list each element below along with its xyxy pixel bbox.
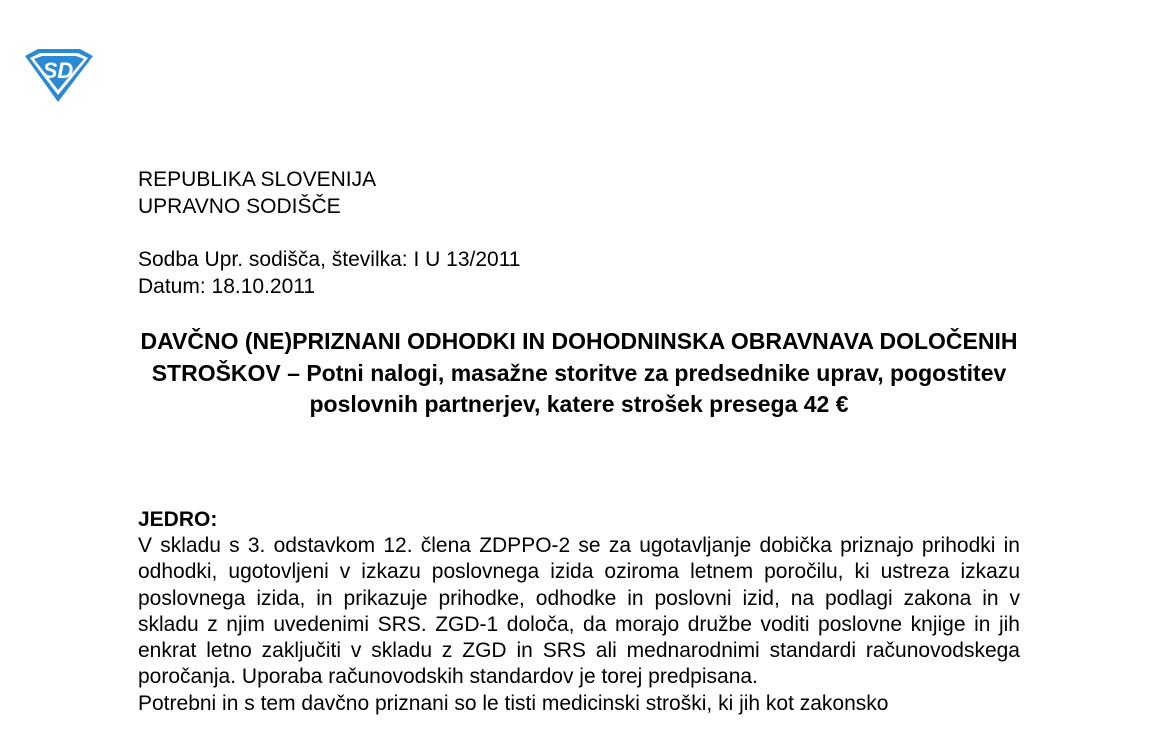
- case-date: Datum: 18.10.2011: [138, 275, 316, 298]
- jedro-paragraph-1: V skladu s 3. odstavkom 12. člena ZDPPO-2 se za ugotavljanje dobička priznajo prihodki in odhodki, ugotovljeni v izkazu poslovnega izida oziroma letnem poročilu, ki ustreza izkazu poslovnega izida, in prikazuje prihodke, odhodke in poslovni izid, na podlagi zakona in v skladu z njim uvedenimi SRS. ZGD-1 določa, da morajo družbe voditi poslovne knjige in jih enkrat letno zaključiti v skladu z ZGD in SRS ali mednarodnimi standardi računovodskega poročanja. Uporaba računovodskih standardov je torej predpisana.: [138, 534, 1020, 689]
- jedro-label: JEDRO:: [138, 508, 218, 531]
- case-info: [138, 246, 521, 300]
- court-header: [138, 166, 376, 220]
- logo-text: SD: [42, 58, 74, 83]
- country-name: REPUBLIKA SLOVENIJA: [138, 168, 377, 191]
- court-name: UPRAVNO SODIŠČE: [138, 195, 341, 218]
- document-title: DAVČNO (NE)PRIZNANI ODHODKI IN DOHODNINSKA OBRAVNAVA DOLOČENIH STROŠKOV – Potni nalogi, masažne storitve za predsednike uprav, pogostitev poslovnih partnerjev, katere strošek presega 42 €: [140, 328, 1018, 417]
- case-number: Sodba Upr. sodišča, številka: I U 13/2011: [138, 248, 521, 271]
- jedro-paragraph-2: Potrebni in s tem davčno priznani so le tisti medicinski stroški, ki jih kot zakonsko: [138, 691, 889, 715]
- sd-logo-icon: [22, 48, 96, 104]
- jedro-body: [138, 533, 1020, 717]
